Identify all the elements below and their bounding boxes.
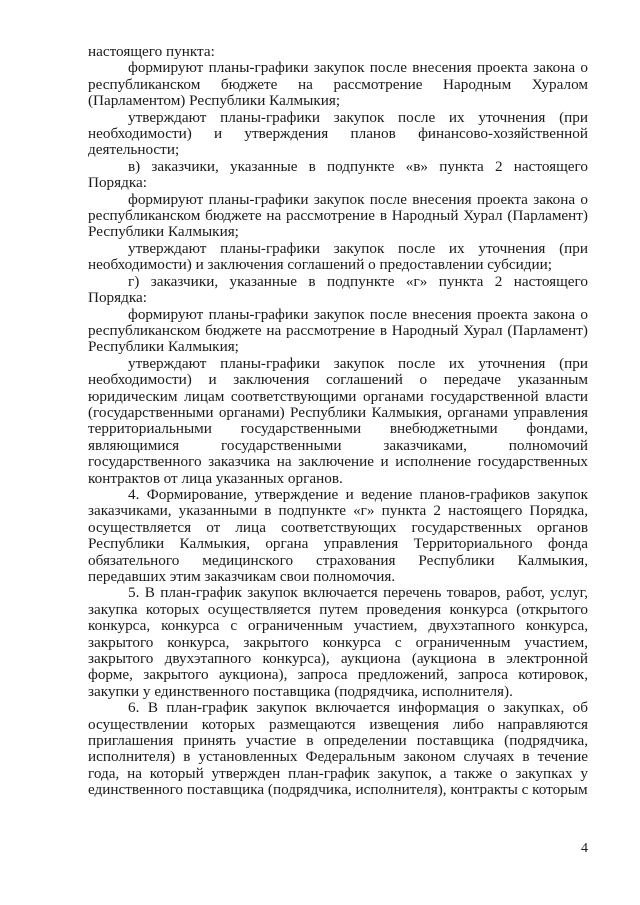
paragraph-section-5: 5. В план-график закупок включается перечень товаров, работ, услуг, закупка которых осуществляется путем проведения конкурса (открытого конкурса, конкурса с ограниченным участием, двухэтапного конкурса, закрытого конкурса, закрытого конкурса с ограниченным участием, закрытого двухэтапного конкурса), аукциона (аукциона в электронной форме, закрытого аукциона), запроса предложений, запроса котировок, закупки у единственного поставщика (подрядчика, исполнителя). <box>88 584 588 700</box>
page-number: 4 <box>581 841 588 856</box>
paragraph-continuation: настоящего пункта: <box>88 43 215 60</box>
paragraph-item-g: г) заказчики, указанные в подпункте «г» пункта 2 настоящего Порядка: <box>88 272 588 307</box>
paragraph-approve-schedules-2: утверждают планы-графики закупок после их уточнения (при необходимости) и заключения соглашений о предоставлении субсидии; <box>88 239 588 274</box>
document-body <box>88 44 588 799</box>
paragraph-section-6: 6. В план-график закупок включается информация о закупках, об осуществлении которых размещаются извещения либо направляются приглашения принять участие в определении поставщика (подрядчика, исполнителя) в установленных Федеральным законом случаях в течение года, на который утвержден план-график закупок, а также о закупках у единственного поставщика (подрядчика, исполнителя), контракты с которым <box>88 699 588 799</box>
paragraph-form-schedules-1: формируют планы-графики закупок после внесения проекта закона о республиканском бюджете на рассмотрение Народным Хуралом (Парламентом) Республики Калмыкия; <box>88 59 588 110</box>
paragraph-approve-schedules-1: утверждают планы-графики закупок после их уточнения (при необходимости) и утверждения планов финансово-хозяйственной деятельности; <box>88 108 588 159</box>
paragraph-form-schedules-3: формируют планы-графики закупок после внесения проекта закона о республиканском бюджете на рассмотрение в Народный Хурал (Парламент) Республики Калмыкия; <box>88 305 588 356</box>
paragraph-section-4: 4. Формирование, утверждение и ведение планов-графиков закупок заказчиками, указанными в подпункте «г» пункта 2 настоящего Порядка, осуществляется от лица соответствующих государственных органов Республики Калмыкия, органа управления Территориального фонда обязательного медицинского страхования Республики Калмыкия, передавших этим заказчикам свои полномочия. <box>88 485 588 585</box>
paragraph-form-schedules-2: формируют планы-графики закупок после внесения проекта закона о республиканском бюджете на рассмотрение в Народный Хурал (Парламент) Республики Калмыкия; <box>88 190 588 241</box>
paragraph-item-v: в) заказчики, указанные в подпункте «в» пункта 2 настоящего Порядка: <box>88 157 588 192</box>
paragraph-approve-schedules-3: утверждают планы-графики закупок после их уточнения (при необходимости) и заключения соглашений о передаче указанным юридическим лицам соответствующими органами государственной власти (государственными органами) Республики Калмыкия, органами управления территориальными государственными внебюджетными фондами, являющимися государственными заказчиками, полномочий государственного заказчика на заключение и исполнение государственных контрактов от лица указанных органов. <box>88 354 588 487</box>
